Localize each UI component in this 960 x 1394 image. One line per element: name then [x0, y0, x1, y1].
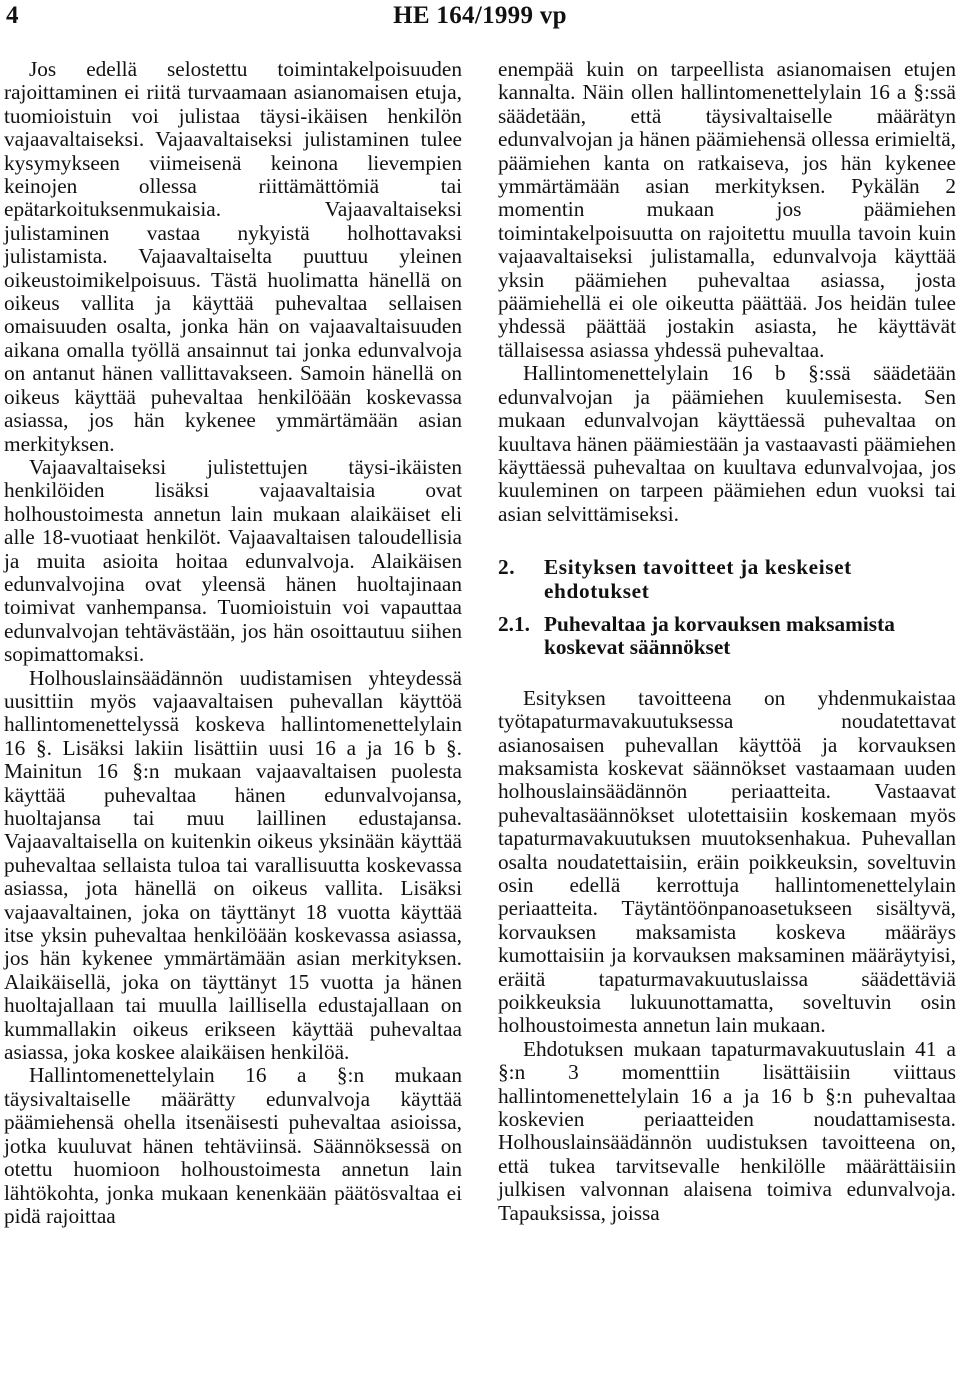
paragraph: Hallintomenettelylain 16 b §:ssä säädetään edunvalvojan ja päämiehen kuulemisesta. Sen mukaan edunvalvojan käyttäessä puhevaltaa on kuultava hänen päämiestään ja vastaavasti päämiehen käyttäessä puhevaltaa on kuultava edunvalvojaa, jos kuuleminen on tarpeen päämiehen edun vuoksi tai asian selvittämiseksi.	[498, 361, 956, 526]
paragraph: Hallintomenettelylain 16 a §:n mukaan täysivaltaiselle määrätty edunvalvoja käyttää päämiehensä ohella itsenäisesti puhevaltaa asioissa, jotka kuuluvat hänen tehtäviinsä. Säännöksessä on otettu huomioon holhoustoimesta annetun lain lähtökohta, jonka mukaan kenenkään päätösvaltaa ei pidä rajoittaa	[4, 1063, 462, 1228]
section-heading-2	[498, 556, 956, 603]
paragraph: Esityksen tavoitteena on yhdenmukaistaa työtapaturmavakuutuksessa noudatettavat asianosaisen puhevallan käyttöä ja korvauksen maksamista koskevat säännökset vastaamaan uuden holhouslainsäädännön periaatteita. Vastaavat puhevaltasäännökset ulotettaisiin koskemaan myös tapaturmavakuutuksen muutoksenhakua. Puhevallan osalta noudatettaisiin, eräin poikkeuksin, soveltuvin osin edellä kerrottuja hallintomenettelylain periaatteita. Täytäntöönpanoasetukseen sisältyvä, korvauksen maksamista koskeva määräys kumottaisiin ja korvauksen maksaminen määräytyisi, eräitä tapaturmavakuutuslaissa säädettäviä poikkeuksia lukuunottamatta, soveltuvin osin holhoustoimesta annetun lain mukaan.	[498, 685, 956, 1038]
paragraph: Jos edellä selostettu toimintakelpoisuuden rajoittaminen ei riitä turvaamaan asianomaisen etuja, tuomioistuin voi julistaa täysi-ikäisen henkilön vajaavaltaiseksi. Vajaavaltaiseksi julistaminen tulee kysymykseen viimeisenä keinona lievempien keinojen ollessa riittämättömiä tai epätarkoituksenmukaisia. Vajaavaltaiseksi julistaminen vastaa nykyistä holhottavaksi julistamista. Vajaavaltaiselta puuttuu yleinen oikeustoimikelpoisuus. Tästä huolimatta hänellä on oikeus vallita ja käyttää puhevaltaa sellaisen omaisuuden osalta, jonka hän on vajaavaltaisuuden aikana omalla työllä ansainnut tai jonka edunvalvoja on antanut hänen vallittavakseen. Samoin hänellä on oikeus käyttää puhevaltaa henkilöään koskevassa asiassa, jos hän kykenee ymmärtämään asian merkityksen.	[4, 57, 462, 456]
paragraph: Vajaavaltaiseksi julistettujen täysi-ikäisten henkilöiden lisäksi vajaavaltaisia ovat holhoustoimesta annetun lain mukaan alaikäiset eli alle 18-vuotiaat henkilöt. Vajaavaltaisen taloudellisia ja muita asioita hoitaa edunvalvoja. Alaikäisen edunvalvojina ovat yleensä hänen huoltajinaan toimivat vanhempansa. Tuomioistuin voi vapauttaa edunvalvojan tehtävästään, jos hän osoittautuu siihen sopimattomaksi.	[4, 454, 462, 667]
section-title: Esityksen tavoitteet ja keskeiset ehdotukset	[544, 555, 852, 603]
paragraph: enempää kuin on tarpeellista asianomaisen etujen kannalta. Näin ollen hallintomenettelylain 16 a §:ssä säädetään, että täysivaltaiselle määrätyn edunvalvojan ja hänen päämiehensä ollessa erimieltä, päämiehen kanta on ratkaiseva, jos hän kykenee ymmärtämään asian merkityksen. Pykälän 2 momentin mukaan jos päämiehen toimintakelpoisuutta on rajoitettu muulla tavoin kuin vajaavaltaiseksi julistamalla, edunvalvoja käyttää yksin päämiehen puhevaltaa asiassa, josta päämiehellä ei ole oikeutta päättää. Jos heidän tulee yhdessä päättää jostakin asiasta, he käyttävät tällaisessa asiassa yhdessä puhevaltaa.	[498, 57, 956, 362]
right-column	[498, 58, 956, 1225]
section-heading-2-1	[498, 613, 956, 660]
paragraph: Ehdotuksen mukaan tapaturmavakuutuslain 41 a §:n 3 momenttiin lisättäisiin viittaus hallintomenettelylain 16 a ja 16 b §:n puhevaltaa koskevien periaatteiden noudattamisesta. Holhouslainsäädännön uudistuksen tavoitteena on, että tukea tarvitsevalle henkilölle määrättäisiin julkisen valvonnan alaisena toimiva edunvalvoja. Tapauksissa, joissa	[498, 1036, 956, 1225]
paragraph: Holhouslainsäädännön uudistamisen yhteydessä uusittiin myös vajaavaltaisen puhevallan käyttöä hallintomenettelyssä koskeva hallintomenettelylain 16 §. Lisäksi lakiin lisättiin uusi 16 a ja 16 b §. Mainitun 16 §:n mukaan vajaavaltaisen puolesta käyttää puhevaltaa hänen edunvalvojansa, huoltajansa tai muu laillinen edustajansa. Vajaavaltaisella on kuitenkin oikeus yksinään käyttää puhevaltaa sellaista tuloa tai varallisuutta koskevassa asiassa, jota hänellä on oikeus vallita. Lisäksi vajaavaltainen, joka on täyttänyt 18 vuotta käyttää itse yksin puhevaltaa henkilöään koskevassa asiassa, jos hän kykenee ymmärtämään asian merkityksen. Alaikäisellä, joka on täyttänyt 15 vuotta ja hänen huoltajallaan tai muulla laillisella edustajallaan on kummallakin oikeus erikseen käyttää puhevaltaa asiassa, joka koskee alaikäisen henkilöä.	[4, 665, 462, 1065]
document-id: HE 164/1999 vp	[393, 2, 567, 29]
left-column	[4, 58, 462, 1228]
section-number: 2.	[498, 555, 516, 580]
subsection-title: Puhevaltaa ja korvauksen maksamista koskevat säännökset	[544, 611, 895, 660]
page-number: 4	[6, 2, 19, 29]
subsection-number: 2.1.	[498, 611, 530, 636]
